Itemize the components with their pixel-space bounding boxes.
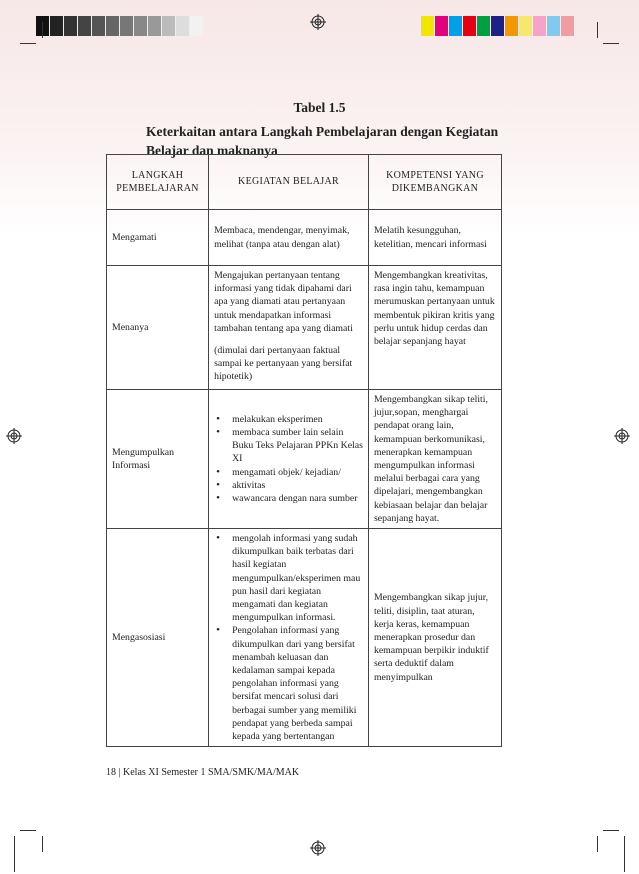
step-cell: Menanya <box>107 266 209 390</box>
table-row <box>107 210 502 266</box>
header-cell: KOMPETENSI YANG DIKEMBANGKAN <box>368 155 501 210</box>
crop-mark <box>603 830 619 831</box>
grey-swatch-strip <box>36 16 204 36</box>
color-swatch <box>134 16 147 36</box>
list-item: • melakukan eksperimen <box>232 413 363 426</box>
color-swatch <box>190 16 203 36</box>
competence-cell: Mengembangkan sikap jujur, teliti, disiplin, taat aturan, kerja keras, kemampuan menerapkan prosedur dan kemampuan berpikir induktif serta deduktif dalam menyimpulkan <box>368 529 501 747</box>
step-cell: Mengumpulkan Informasi <box>107 390 209 529</box>
competence-cell: Mengembangkan sikap teliti, jujur,sopan, menghargai pendapat orang lain, kemampuan berkomunikasi, menerapkan kemampuan mengumpulkan informasi melalui berbagai cara yang dipelajari, mengembangkan kebiasaan belajar dan belajar sepanjang hayat. <box>368 390 501 529</box>
activity-cell <box>209 266 369 390</box>
registration-mark-icon <box>310 840 326 856</box>
crop-mark <box>14 836 15 872</box>
color-swatch <box>561 16 574 36</box>
list-item: • mengolah informasi yang sudah dikumpulkan baik terbatas dari hasil kegiatan mengumpulkan/eksperimen mau pun hasil dari kegiatan mengamati dan kegiatan mengumpulkan informasi. <box>232 532 363 624</box>
crop-mark <box>20 830 36 831</box>
color-swatch <box>435 16 448 36</box>
color-swatch <box>106 16 119 36</box>
table-row <box>107 529 502 747</box>
activity-cell <box>209 390 369 529</box>
competence-cell: Mengembangkan kreativitas, rasa ingin tahu, kemampuan merumuskan pertanyaan untuk membentuk pikiran kritis yang perlu untuk hidup cerdas dan belajar sepanjang hayat <box>368 266 501 390</box>
crop-mark <box>597 22 598 38</box>
table-subtitle: Keterkaitan antara Langkah Pembelajaran dengan Kegiatan Belajar dan maknanya <box>146 124 499 158</box>
color-swatch <box>519 16 532 36</box>
learning-steps-table <box>106 154 502 747</box>
list-item: • wawancara dengan nara sumber <box>232 492 363 505</box>
color-swatch <box>463 16 476 36</box>
registration-mark-icon <box>614 428 630 444</box>
registration-mark-icon <box>310 14 326 30</box>
step-cell: Mengasosiasi <box>107 529 209 747</box>
activity-list <box>214 413 363 505</box>
color-swatch <box>477 16 490 36</box>
color-swatch <box>162 16 175 36</box>
color-swatch <box>449 16 462 36</box>
activity-note: (dimulai dari pertanyaan faktual sampai ke pertanyaan yang bersifat hipotetik) <box>214 345 353 383</box>
color-swatch <box>148 16 161 36</box>
color-swatch <box>533 16 546 36</box>
color-swatch <box>78 16 91 36</box>
crop-mark <box>597 836 598 852</box>
activity-list <box>214 532 363 743</box>
crop-mark <box>42 22 43 38</box>
list-item: • mengamati objek/ kejadian/ <box>232 466 363 479</box>
list-item: • aktivitas <box>232 479 363 492</box>
crop-mark <box>603 43 619 44</box>
table-row <box>107 266 502 390</box>
activity-text: Mengajukan pertanyaan tentang informasi yang tidak dipahami dari apa yang diamati atau pertanyaan untuk mendapatkan informasi tambahan tentang apa yang diamati <box>214 270 353 334</box>
color-swatch <box>50 16 63 36</box>
crop-mark <box>42 836 43 852</box>
color-swatch <box>491 16 504 36</box>
list-item: • membaca sumber lain selain Buku Teks Pelajaran PPKn Kelas XI <box>232 426 363 466</box>
table-title: Tabel 1.5 <box>293 100 346 115</box>
crop-mark <box>624 836 625 872</box>
color-swatch <box>92 16 105 36</box>
color-swatch <box>64 16 77 36</box>
header-cell: KEGIATAN BELAJAR <box>209 155 369 210</box>
activity-cell: Membaca, mendengar, menyimak, melihat (tanpa atau dengan alat) <box>209 210 369 266</box>
color-swatch <box>176 16 189 36</box>
page-footer: 18 | Kelas XI Semester 1 SMA/SMK/MA/MAK <box>106 767 300 778</box>
activity-cell <box>209 529 369 747</box>
table-row <box>107 390 502 529</box>
color-swatch-strip <box>421 16 575 36</box>
header-cell: LANGKAH PEMBELAJARAN <box>107 155 209 210</box>
crop-mark <box>20 43 36 44</box>
color-swatch <box>547 16 560 36</box>
color-swatch <box>421 16 434 36</box>
list-item: • Pengolahan informasi yang dikumpulkan dari yang bersifat menambah keluasan dan kedalaman sampai kepada pengolahan informasi yang bersifat mencari solusi dari berbagai sumber yang memiliki pendapat yang berbeda sampai kepada yang bertentangan <box>232 624 363 743</box>
step-cell: Mengamati <box>107 210 209 266</box>
table-header-row <box>107 155 502 210</box>
color-swatch <box>505 16 518 36</box>
registration-mark-icon <box>6 428 22 444</box>
competence-cell: Melatih kesungguhan, ketelitian, mencari informasi <box>368 210 501 266</box>
color-swatch <box>120 16 133 36</box>
